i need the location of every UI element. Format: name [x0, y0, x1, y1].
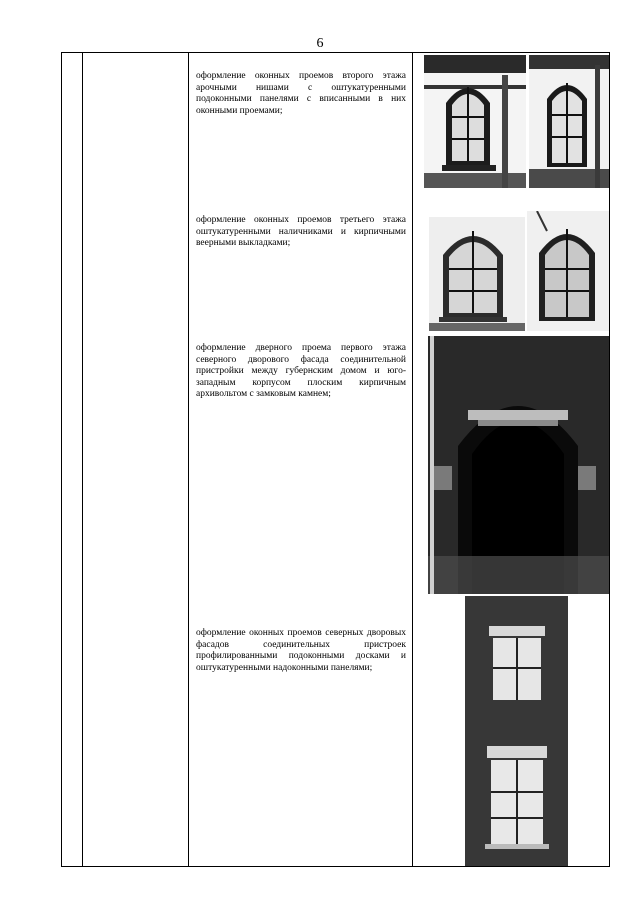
- row-text-2: оформление оконных проемов третьего этажа оштукатуренными наличниками и кирпичными веерными выкладками;: [196, 215, 406, 248]
- photo-window-arch-right: [529, 55, 609, 188]
- row-text-4: оформление оконных проемов северных дворовых фасадов соединительных пристроек профилированными подоконными досками и оштукатуренными надоконными панелями;: [196, 628, 406, 673]
- document-table: [61, 52, 610, 867]
- row-text-1: оформление оконных проемов второго этажа арочными нишами с оштукатуренными подоконными панелями с вписанными в них оконными проемами;: [196, 71, 406, 116]
- table-column-divider: [82, 53, 83, 866]
- table-column-divider: [412, 53, 413, 866]
- page-number: 6: [316, 36, 324, 51]
- row-text-3: оформление дверного проема первого этажа северного дворового фасада соединительной пристройки между губернским домом и юго-западным корпусом плоским кирпичным архивольтом с замковым камнем;: [196, 343, 406, 399]
- table-column-divider: [188, 53, 189, 866]
- photo-door-archivolt: [428, 336, 609, 594]
- photo-windows-courtyard-facade: [465, 596, 568, 866]
- photo-window-arch-left: [424, 55, 526, 188]
- photo-window-third-floor-left: [429, 217, 525, 331]
- photo-window-third-floor-right: [527, 211, 609, 331]
